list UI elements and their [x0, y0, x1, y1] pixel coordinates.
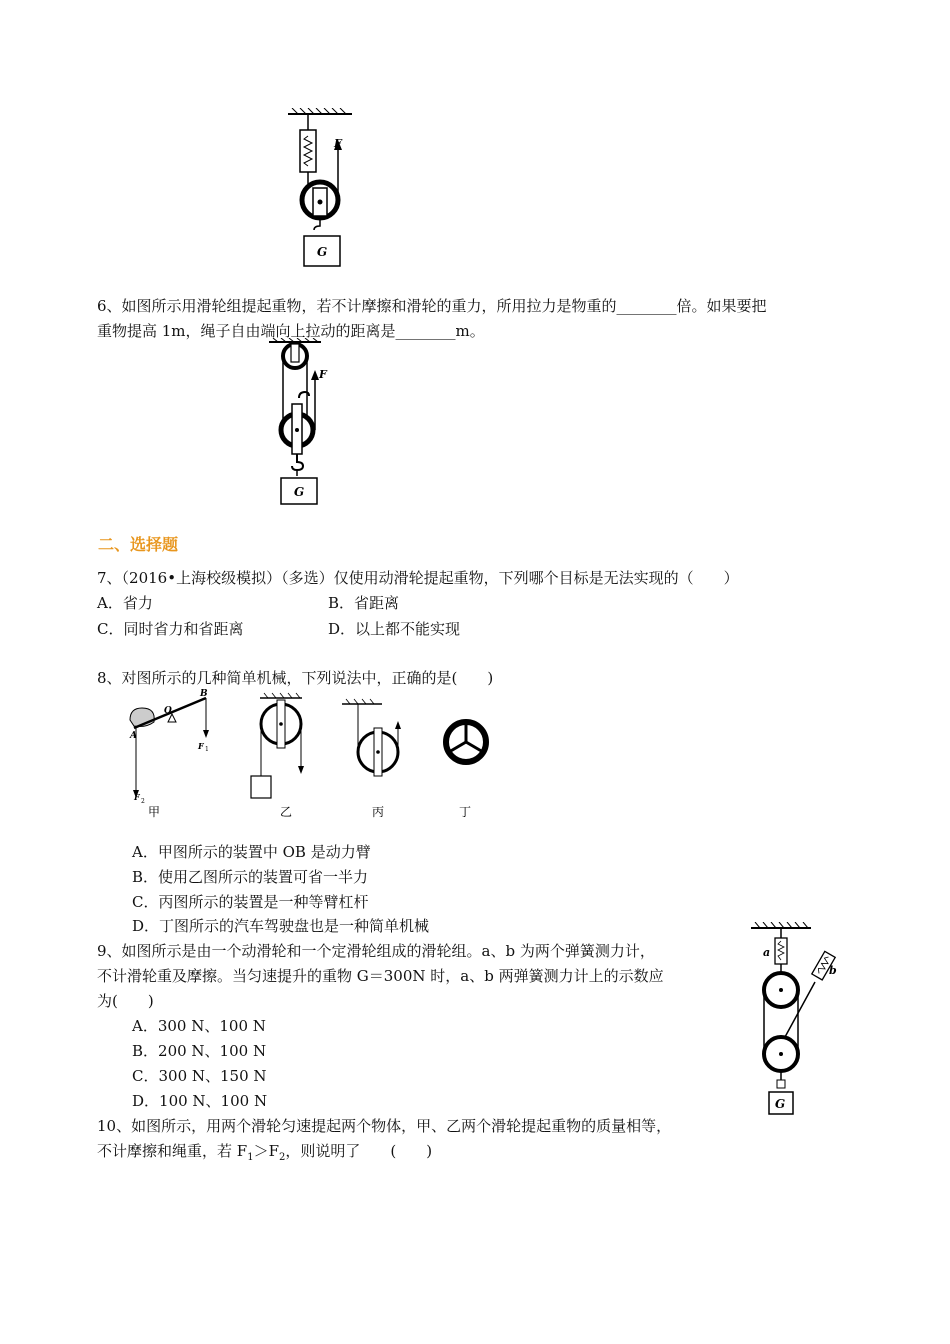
q8-figure-jia-label: 甲 [148, 805, 161, 819]
q9-option-d: D．100 N、100 N [132, 1092, 268, 1110]
q8-lever-f2-label: F [134, 792, 140, 802]
q9-line3: 为( ) [97, 992, 154, 1010]
q8-lever-b-label: B [200, 689, 208, 699]
q7-option-c: C．同时省力和省距离 [97, 620, 244, 638]
q9-figure-g-label: G [775, 1097, 786, 1111]
q8-lever-a-label: A [130, 731, 137, 741]
q8-option-b: B．使用乙图所示的装置可省一半力 [132, 868, 369, 886]
q8-lever-o-label: O [164, 706, 172, 716]
q10-f1-subscript: 1 [247, 1152, 254, 1163]
q7-option-b: B．省距离 [328, 594, 400, 612]
q10-line2-part-c: ，则说明了 ( ) [285, 1142, 433, 1160]
figure-spring-scale-pulley [280, 108, 360, 268]
q10-line2 [97, 1141, 432, 1168]
q10-line1: 10、如图所示，用两个滑轮匀速提起两个物体，甲、乙两个滑轮提起重物的质量相等， [97, 1117, 672, 1135]
q8-figure-bing-label: 丙 [372, 805, 385, 819]
figure-q8-simple-machines [120, 686, 500, 826]
q10-line2-part-a: 不计摩擦和绳重，若 F [97, 1142, 248, 1160]
q9-option-c: C．300 N、150 N [132, 1067, 267, 1085]
q8-option-a: A．甲图所示的装置中 OB 是动力臂 [132, 843, 371, 861]
q8-stem: 8、对图所示的几种简单机械，下列说法中，正确的是( ) [97, 669, 494, 687]
figure-q6-pulley-block [265, 338, 345, 506]
q9-option-b: B．200 N、100 N [132, 1042, 267, 1060]
q8-lever-f2-sub: 2 [141, 798, 145, 805]
figure-q9-pulley-system [745, 922, 845, 1116]
q8-figure-ding-label: 丁 [459, 805, 472, 819]
q9-line2: 不计滑轮重及摩擦。当匀速提升的重物 G＝300N 时，a、b 两弹簧测力计上的示数应 [97, 967, 664, 985]
q6-line1: 6、如图所示用滑轮组提起重物，若不计摩擦和滑轮的重力，所用拉力是物重的________倍。如果要把 [97, 297, 767, 315]
q7-stem: 7、（2016•上海校级模拟）（多选）仅使用动滑轮提起重物，下列哪个目标是无法实现的（ ） [97, 569, 739, 587]
q9-line1: 9、如图所示是由一个动滑轮和一个定滑轮组成的滑轮组。a、b 为两个弹簧测力计， [97, 942, 655, 960]
q8-lever-f1-label: F [198, 741, 204, 751]
section-title-multiple-choice: 二、选择题 [98, 535, 179, 554]
q8-figure-yi-label: 乙 [280, 805, 293, 819]
q8-option-c: C．丙图所示的装置是一种等臂杠杆 [132, 893, 369, 911]
q7-option-a: A．省力 [97, 594, 153, 612]
q6-figure-weight-label: G [294, 485, 305, 499]
q6-figure-force-label: F [319, 368, 327, 381]
q6-line2: 重物提高 1m，绳子自由端向上拉动的距离是________m。 [97, 322, 485, 340]
q8-option-d: D．丁图所示的汽车驾驶盘也是一种简单机械 [132, 917, 430, 935]
q9-figure-a-label: a [763, 946, 771, 959]
q9-option-a: A．300 N、100 N [132, 1017, 266, 1035]
q9-figure-b-label: b [829, 964, 837, 977]
q7-option-d: D．以上都不能实现 [328, 620, 461, 638]
q10-line2-part-b: ＞F [253, 1142, 279, 1160]
top-figure-weight-label: G [317, 245, 328, 259]
q8-lever-f1-sub: 1 [205, 746, 209, 753]
top-figure-force-label: F [334, 137, 342, 150]
q10-f2-subscript: 2 [278, 1152, 286, 1163]
